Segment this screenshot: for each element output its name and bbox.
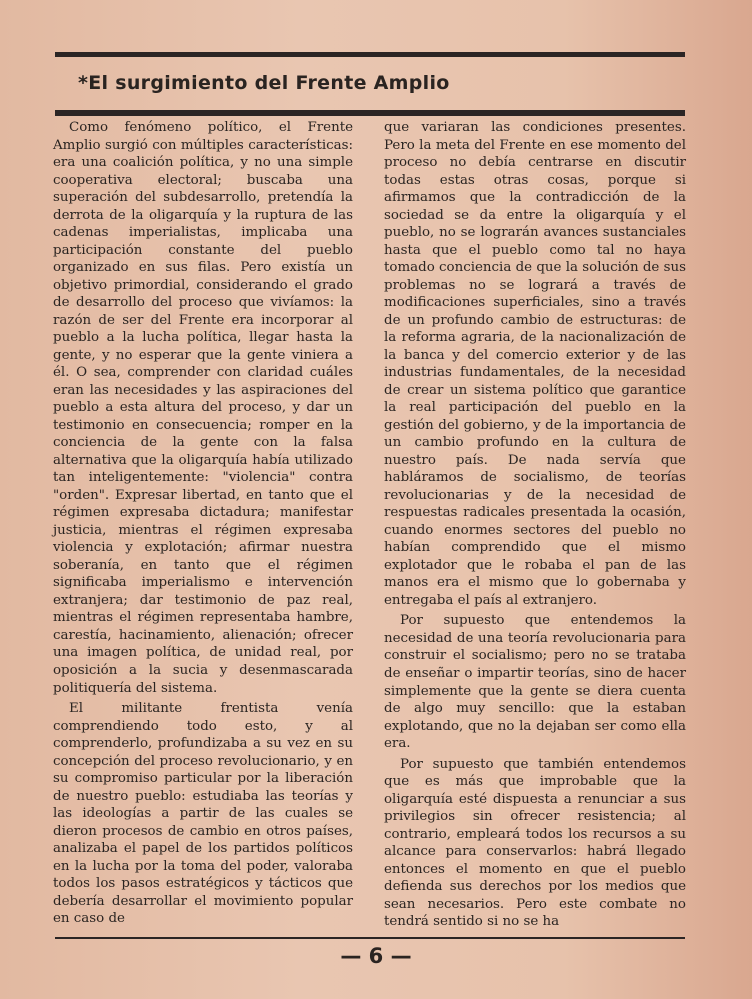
paragraph: Por supuesto que entendemos la necesidad de una teoría revolucionaria para construir el socialismo; pero no se trataba de enseñar o impartir teorías, sino de hacer simplemente que la gente se diera cuenta de algo muy sencillo: que la estaban explotando, que no la dejaban ser como ella era. <box>384 613 686 752</box>
paragraph: Por supuesto que también entendemos que es más que improbable que la oligarquía esté dispuesta a renunciar a sus privilegios sin ofrecer resistencia; al contrario, empleará todos los recursos a su alcance para conservarlos: habrá llegado entonces el momento en que el pueblo defienda sus derechos por los medios que sean necesarios. Pero este combate no tendrá sentido si no se ha <box>384 756 686 930</box>
paragraph: que variaran las condiciones presentes. Pero la meta del Frente en ese momento del proceso no debía centrarse en discutir todas estas otras cosas, porque si afirmamos que la contradicción de la sociedad se da entre la oligarquía y el pueblo, no se lograrán avances sustanciales hasta que el pueblo como tal no haya tomado conciencia de que la solución de sus problemas no se logrará a través de modificaciones superficiales, sino a través de un profundo cambio de estructuras: de la reforma agraria, de la nacionalización de la banca y del comercio exterior y de las industrias fundamentales, de la necesidad de crear un sistema político que garantice la real participación del pueblo en la gestión del gobierno, y de la importancia de un cambio profundo en la cultura de nuestro país. De nada servía que habláramos de socialismo, de teorías revolucionarias y de la necesidad de respuestas radicales presentada la ocasión, cuando enormes sectores del pueblo no habían comprendido que el mismo explotador que le robaba el pan de las manos era el mismo que lo gobernaba y entregaba el país al extranjero. <box>384 120 686 608</box>
top-rule <box>55 52 685 57</box>
article-title: *El surgimiento del Frente Amplio <box>78 72 450 94</box>
bottom-rule <box>55 937 685 939</box>
left-column <box>53 119 353 928</box>
right-column <box>384 119 686 931</box>
paragraph: Como fenómeno político, el Frente Amplio surgió con múltiples características: era una coalición política, y no una simple cooperativa electoral; buscaba una superación del subdesarrollo, pretendía la derrota de la oligarquía y la ruptura de las cadenas imperialistas, implicaba una participación constante del pueblo organizado en sus filas. Pero existía un objetivo primordial, considerando el grado de desarrollo del proceso que vivíamos: la razón de ser del Frente era incorporar al pueblo a la lucha política, llegar hasta la gente, y no esperar que la gente viniera a él. O sea, comprender con claridad cuáles eran las necesidades y las aspiraciones del pueblo a esta altura del proceso, y dar un testimonio en consecuencia; romper en la conciencia de la gente con la falsa alternativa que la oligarquía había utilizado tan inteligentemente: "violencia" contra "orden". Expresar libertad, en tanto que el régimen expresaba dictadura; manifestar justicia, mientras el régimen expresaba violencia y explotación; afirmar nuestra soberanía, en tanto que el régimen significaba imperialismo e intervención extranjera; dar testimonio de paz real, mientras el régimen representaba hambre, carestía, hacinamiento, alienación; ofrecer una imagen política, de unidad real, por oposición a la sucia y desenmascarada politiquería del sistema. <box>53 120 353 696</box>
title-rule <box>55 110 685 116</box>
page-number: — 6 — <box>340 944 412 968</box>
paragraph: El militante frentista venía comprendiendo todo esto, y al comprenderlo, profundizaba a su vez en su concepción del proceso revolucionario, y en su compromiso particular por la liberación de nuestro pueblo: estudiaba las teorías y las ideologías a partir de las cuales se dieron procesos de cambio en otros países, analizaba el papel de los partidos políticos en la lucha por la toma del poder, valoraba todos los pasos estratégicos y tácticos que debería desarrollar el movimiento popular en caso de <box>53 701 353 927</box>
